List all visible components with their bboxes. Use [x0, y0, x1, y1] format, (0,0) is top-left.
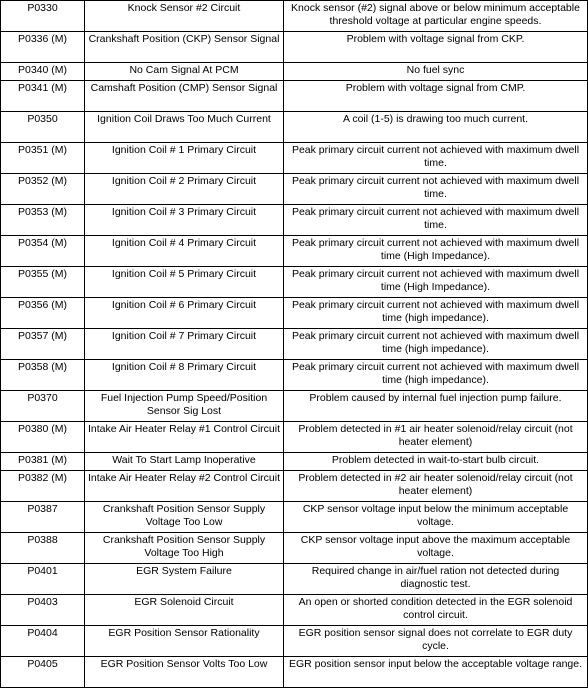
- dtc-description-cell: Peak primary circuit current not achieved with maximum dwell time (high impedance).: [284, 298, 588, 329]
- dtc-name-cell: Ignition Coil # 3 Primary Circuit: [85, 205, 284, 236]
- table-row: [1, 564, 588, 595]
- dtc-name-cell: Ignition Coil # 8 Primary Circuit: [85, 360, 284, 391]
- dtc-name-cell: Ignition Coil # 4 Primary Circuit: [85, 236, 284, 267]
- dtc-name-cell: Camshaft Position (CMP) Sensor Signal: [85, 81, 284, 112]
- dtc-code-cell: P0341 (M): [1, 81, 85, 112]
- dtc-name-cell: Wait To Start Lamp Inoperative: [85, 453, 284, 471]
- dtc-name-cell: Intake Air Heater Relay #2 Control Circuit: [85, 471, 284, 502]
- dtc-description-cell: An open or shorted condition detected in the EGR solenoid control circuit.: [284, 595, 588, 626]
- dtc-code-cell: P0330: [1, 1, 85, 32]
- table-row: [1, 595, 588, 626]
- dtc-code-cell: P0356 (M): [1, 298, 85, 329]
- table-row: [1, 1, 588, 32]
- dtc-code-cell: P0388: [1, 533, 85, 564]
- dtc-name-cell: Ignition Coil # 1 Primary Circuit: [85, 143, 284, 174]
- dtc-name-cell: Ignition Coil Draws Too Much Current: [85, 112, 284, 143]
- dtc-code-cell: P0380 (M): [1, 422, 85, 453]
- table-row: [1, 143, 588, 174]
- table-row: [1, 112, 588, 143]
- dtc-code-cell: P0350: [1, 112, 85, 143]
- dtc-name-cell: No Cam Signal At PCM: [85, 63, 284, 81]
- dtc-name-cell: Crankshaft Position Sensor Supply Voltage Too High: [85, 533, 284, 564]
- dtc-code-cell: P0382 (M): [1, 471, 85, 502]
- table-row: [1, 174, 588, 205]
- dtc-description-cell: Required change in air/fuel ration not detected during diagnostic test.: [284, 564, 588, 595]
- dtc-name-cell: EGR Position Sensor Rationality: [85, 626, 284, 657]
- table-row: [1, 471, 588, 502]
- dtc-description-cell: Problem detected in wait-to-start bulb circuit.: [284, 453, 588, 471]
- dtc-name-cell: Ignition Coil # 2 Primary Circuit: [85, 174, 284, 205]
- dtc-code-cell: P0403: [1, 595, 85, 626]
- dtc-description-cell: Peak primary circuit current not achieved with maximum dwell time.: [284, 143, 588, 174]
- dtc-code-cell: P0352 (M): [1, 174, 85, 205]
- dtc-name-cell: Knock Sensor #2 Circuit: [85, 1, 284, 32]
- dtc-description-cell: Peak primary circuit current not achieved with maximum dwell time (High Impedance).: [284, 267, 588, 298]
- dtc-description-cell: A coil (1-5) is drawing too much current.: [284, 112, 588, 143]
- dtc-name-cell: Fuel Injection Pump Speed/Position Sensor Sig Lost: [85, 391, 284, 422]
- dtc-code-cell: P0401: [1, 564, 85, 595]
- dtc-description-cell: CKP sensor voltage input below the minimum acceptable voltage.: [284, 502, 588, 533]
- dtc-code-cell: P0357 (M): [1, 329, 85, 360]
- table-row: [1, 81, 588, 112]
- dtc-code-cell: P0370: [1, 391, 85, 422]
- dtc-description-cell: No fuel sync: [284, 63, 588, 81]
- dtc-name-cell: Ignition Coil # 7 Primary Circuit: [85, 329, 284, 360]
- table-row: [1, 453, 588, 471]
- dtc-code-cell: P0354 (M): [1, 236, 85, 267]
- table-row: [1, 360, 588, 391]
- dtc-code-cell: P0353 (M): [1, 205, 85, 236]
- dtc-code-cell: P0355 (M): [1, 267, 85, 298]
- dtc-description-cell: Problem detected in #1 air heater solenoid/relay circuit (not heater element): [284, 422, 588, 453]
- dtc-code-cell: P0404: [1, 626, 85, 657]
- dtc-name-cell: EGR Position Sensor Volts Too Low: [85, 657, 284, 688]
- dtc-name-cell: Crankshaft Position (CKP) Sensor Signal: [85, 32, 284, 63]
- table-row: [1, 502, 588, 533]
- dtc-code-cell: P0340 (M): [1, 63, 85, 81]
- dtc-code-cell: P0405: [1, 657, 85, 688]
- table-row: [1, 657, 588, 688]
- dtc-description-cell: Peak primary circuit current not achieved with maximum dwell time (High Impedance).: [284, 236, 588, 267]
- dtc-name-cell: Intake Air Heater Relay #1 Control Circuit: [85, 422, 284, 453]
- dtc-name-cell: Ignition Coil # 6 Primary Circuit: [85, 298, 284, 329]
- table-row: [1, 32, 588, 63]
- dtc-table-body: [1, 1, 588, 688]
- dtc-description-cell: Problem with voltage signal from CMP.: [284, 81, 588, 112]
- dtc-name-cell: EGR Solenoid Circuit: [85, 595, 284, 626]
- dtc-description-cell: Knock sensor (#2) signal above or below minimum acceptable threshold voltage at particular engine speeds.: [284, 1, 588, 32]
- dtc-name-cell: EGR System Failure: [85, 564, 284, 595]
- dtc-description-cell: Peak primary circuit current not achieved with maximum dwell time.: [284, 205, 588, 236]
- dtc-description-cell: Peak primary circuit current not achieved with maximum dwell time (high impedance).: [284, 360, 588, 391]
- dtc-code-cell: P0387: [1, 502, 85, 533]
- table-row: [1, 298, 588, 329]
- dtc-description-cell: Problem with voltage signal from CKP.: [284, 32, 588, 63]
- dtc-description-cell: Problem caused by internal fuel injection pump failure.: [284, 391, 588, 422]
- dtc-description-cell: CKP sensor voltage input above the maximum acceptable voltage.: [284, 533, 588, 564]
- table-row: [1, 422, 588, 453]
- dtc-code-cell: P0336 (M): [1, 32, 85, 63]
- dtc-description-cell: EGR position sensor signal does not correlate to EGR duty cycle.: [284, 626, 588, 657]
- table-row: [1, 329, 588, 360]
- table-row: [1, 391, 588, 422]
- table-row: [1, 267, 588, 298]
- dtc-description-cell: EGR position sensor input below the acceptable voltage range.: [284, 657, 588, 688]
- dtc-code-cell: P0358 (M): [1, 360, 85, 391]
- dtc-description-cell: Peak primary circuit current not achieved with maximum dwell time.: [284, 174, 588, 205]
- dtc-description-cell: Problem detected in #2 air heater solenoid/relay circuit (not heater element): [284, 471, 588, 502]
- table-row: [1, 626, 588, 657]
- table-row: [1, 63, 588, 81]
- dtc-description-cell: Peak primary circuit current not achieved with maximum dwell time (high impedance).: [284, 329, 588, 360]
- dtc-name-cell: Ignition Coil # 5 Primary Circuit: [85, 267, 284, 298]
- table-row: [1, 205, 588, 236]
- table-row: [1, 236, 588, 267]
- dtc-name-cell: Crankshaft Position Sensor Supply Voltage Too Low: [85, 502, 284, 533]
- table-row: [1, 533, 588, 564]
- dtc-code-cell: P0351 (M): [1, 143, 85, 174]
- dtc-code-cell: P0381 (M): [1, 453, 85, 471]
